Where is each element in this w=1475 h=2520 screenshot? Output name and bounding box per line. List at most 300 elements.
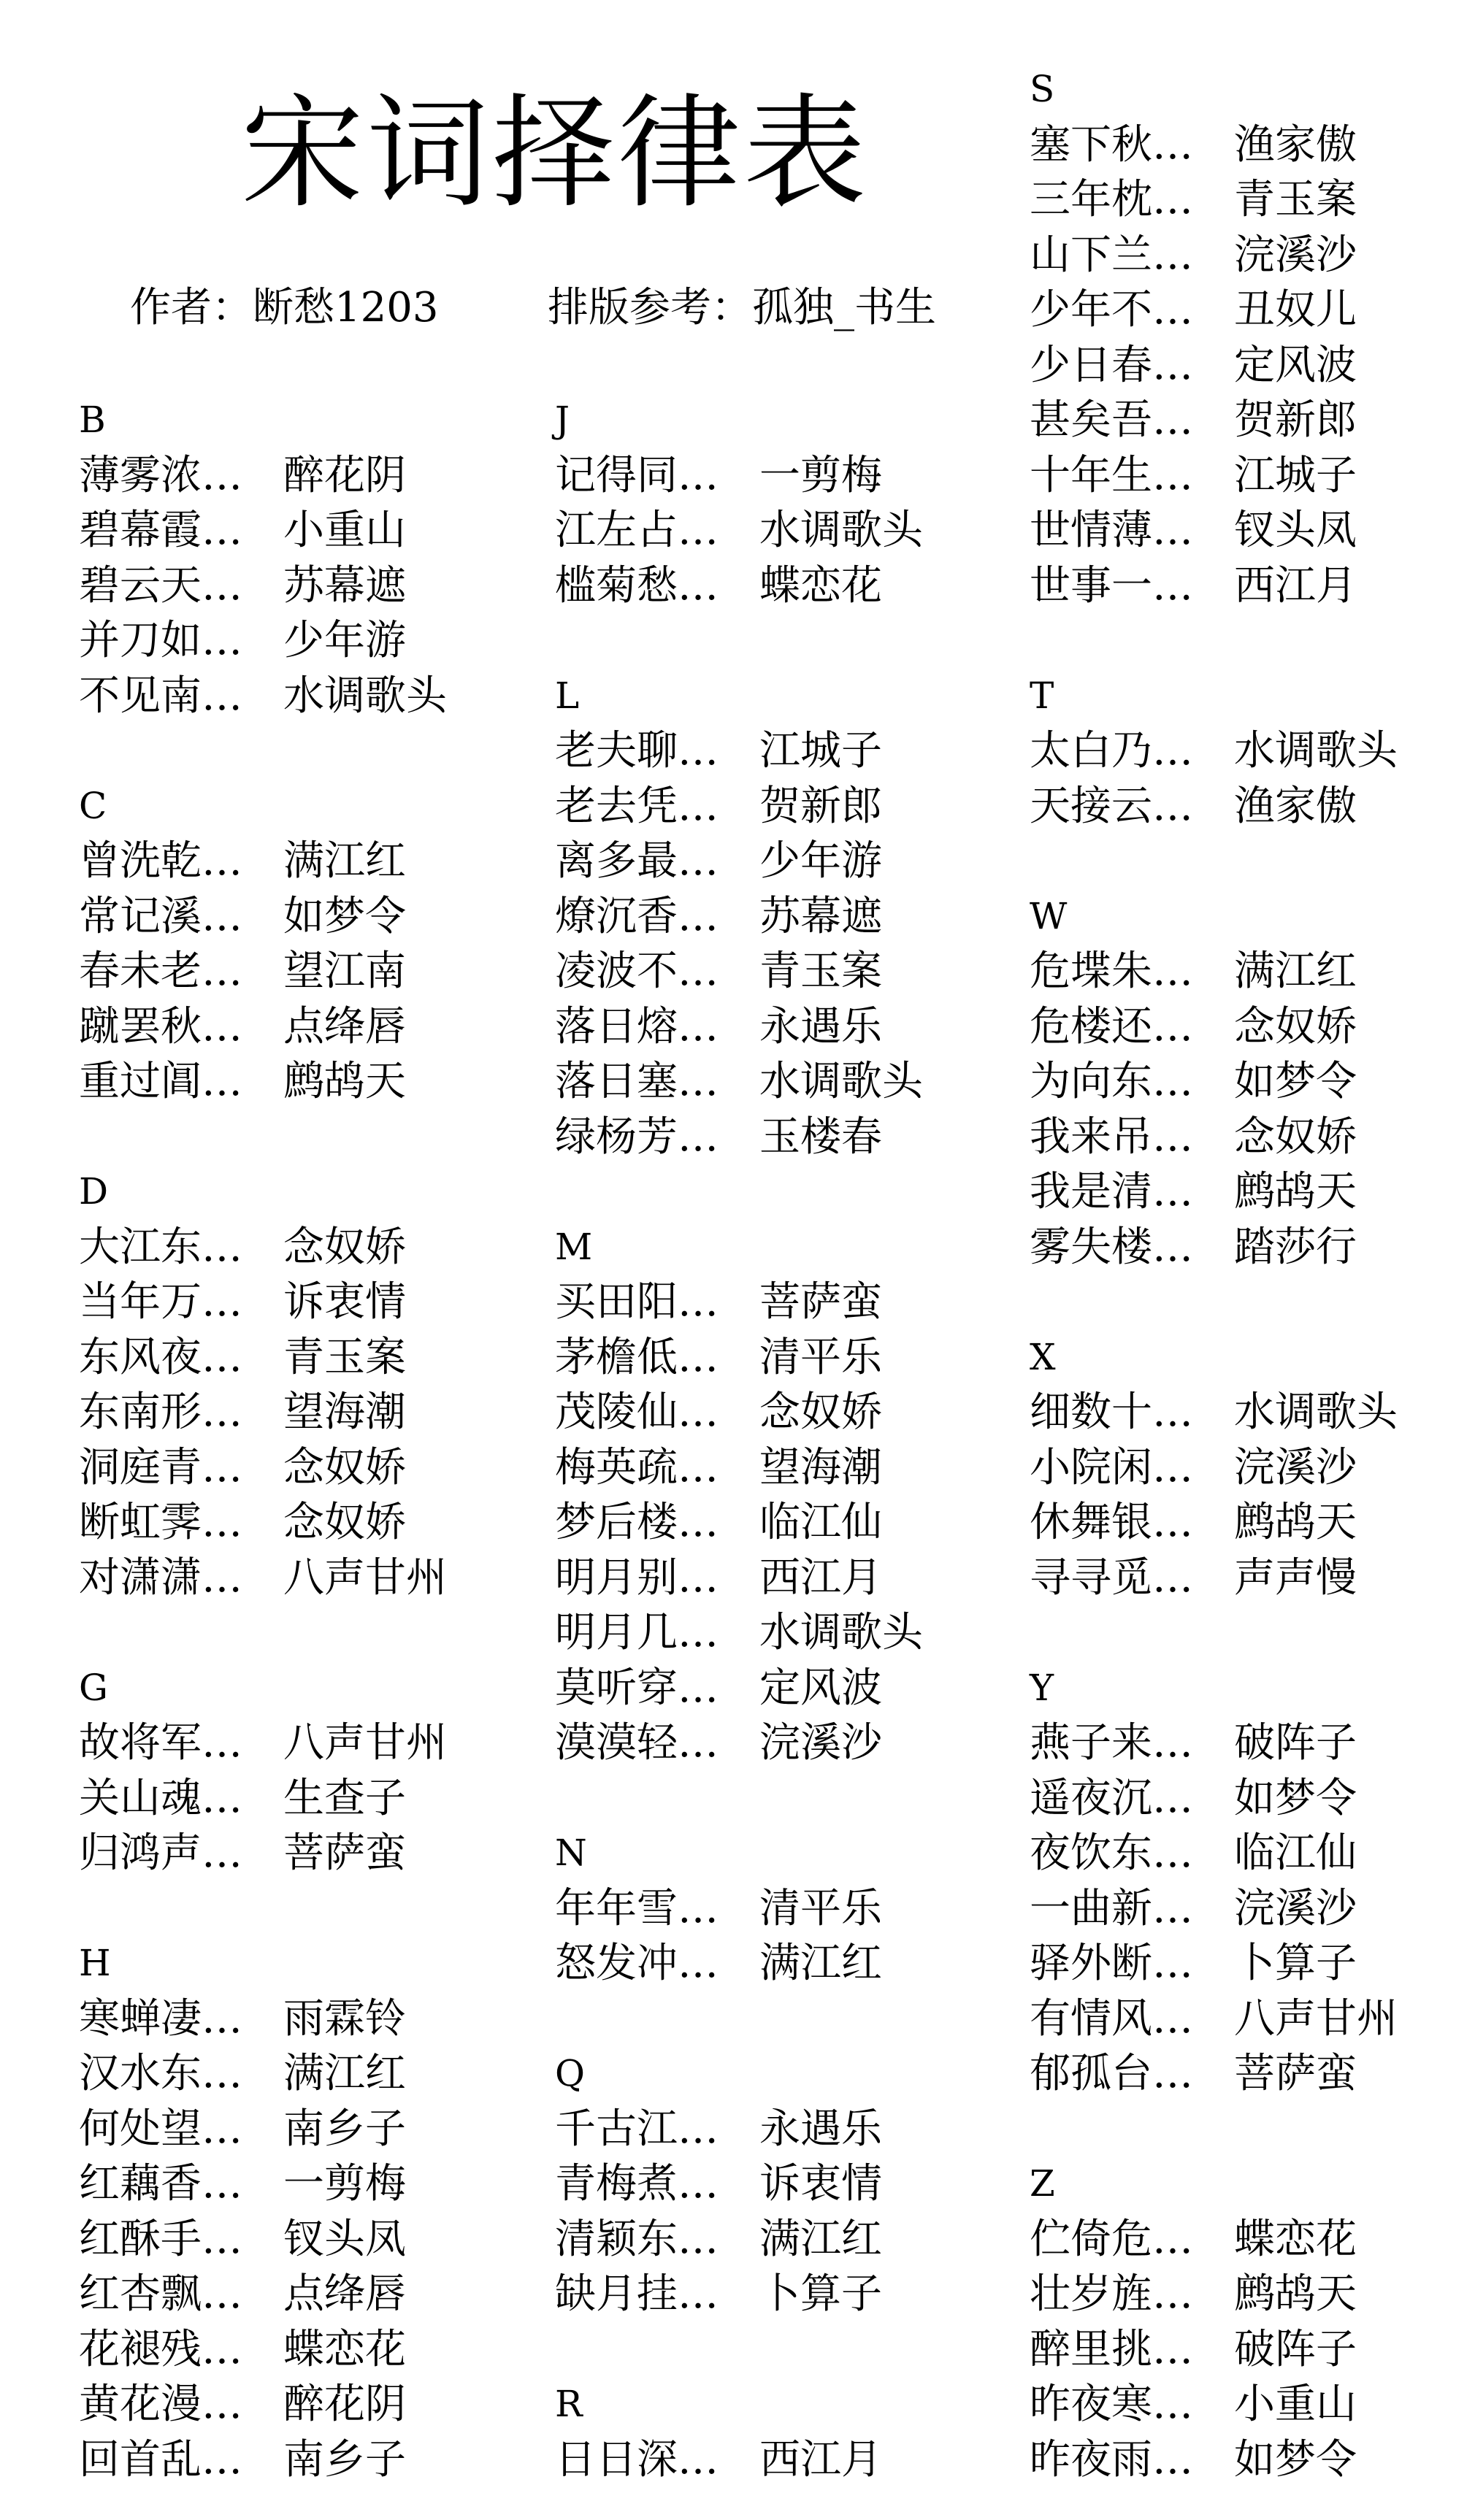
entry-tune-name: 醉花阴	[283, 451, 406, 499]
entry-tune-name: 永遇乐	[759, 1002, 882, 1050]
index-section	[79, 779, 546, 1110]
entry-first-line: 千古江…	[555, 2105, 719, 2153]
index-entry	[1030, 503, 1475, 558]
entry-tune-name: 念奴娇	[283, 1443, 406, 1491]
entry-first-line: 曾洗乾…	[79, 837, 242, 885]
entry-tune-name: 卜算子	[759, 2270, 882, 2318]
section-letter: W	[1030, 894, 1068, 937]
entry-tune-name: 八声甘州	[283, 1553, 447, 1602]
entry-tune-name: 踏莎行	[1234, 1223, 1357, 1271]
entry-tune-name: 蝶恋花	[283, 2325, 406, 2373]
index-entry	[1030, 944, 1475, 999]
entry-first-line: 清颖东…	[555, 2215, 719, 2263]
author-line: 作者：断愁1203	[130, 284, 439, 331]
entry-tune-name: 菩萨蛮	[1234, 2050, 1357, 2097]
section-letter: N	[555, 1832, 587, 1874]
section-letter: S	[1030, 68, 1055, 110]
index-entry	[1030, 1440, 1475, 1496]
entry-tune-name: 八声甘州	[1234, 1994, 1398, 2043]
entry-tune-name: 如梦令	[1234, 1058, 1357, 1105]
entry-first-line: 断虹霁…	[79, 1499, 242, 1546]
entry-tune-name: 生查子	[283, 1774, 406, 1822]
index-entry	[1030, 999, 1475, 1055]
entry-tune-name: 水调歌头	[759, 1058, 923, 1105]
entry-first-line: 壮岁旌…	[1030, 2270, 1193, 2318]
entry-tune-name: 菩萨蛮	[759, 1278, 882, 1326]
entry-first-line: 买田阳…	[555, 1278, 719, 1326]
section-gap	[555, 613, 1022, 669]
entry-first-line: 细数十…	[1030, 1388, 1193, 1436]
index-entry	[555, 2156, 1022, 2212]
entry-first-line: 日日深…	[555, 2435, 719, 2483]
entry-tune-name: 永遇乐	[759, 2105, 882, 2153]
index-entry	[79, 944, 546, 999]
index-entry	[79, 503, 546, 558]
index-entry	[555, 1716, 1022, 1771]
entry-first-line: 为向东…	[1030, 1058, 1193, 1105]
section-gap	[79, 1110, 546, 1165]
index-entry	[1030, 1771, 1475, 1826]
entry-tune-name: 渔家傲	[1234, 782, 1357, 830]
entry-tune-name: 水调歌头	[759, 1609, 923, 1656]
index-entry	[1030, 1936, 1475, 1991]
entry-first-line: 对潇潇…	[79, 1553, 242, 1602]
entry-first-line: 少年不…	[1030, 286, 1193, 334]
index-entry	[1030, 558, 1475, 614]
index-entry	[1030, 2267, 1475, 2322]
index-entry	[1030, 723, 1475, 779]
index-entry	[1030, 1716, 1475, 1771]
entry-tune-name: 念奴娇	[1234, 1002, 1357, 1050]
index-entry	[555, 834, 1022, 889]
entry-first-line: 漠漠轻…	[555, 1719, 719, 1767]
entry-first-line: 梦后楼…	[555, 1499, 719, 1546]
entry-tune-name: 临江仙	[1234, 1829, 1357, 1877]
section-gap	[1030, 834, 1475, 889]
index-entry	[555, 1275, 1022, 1330]
entry-tune-name: 南乡子	[283, 2105, 406, 2153]
entry-first-line: 关山魂…	[79, 1774, 242, 1822]
entry-first-line: 明月几…	[555, 1609, 719, 1656]
index-entry	[555, 723, 1022, 779]
entry-tune-name: 望海潮	[283, 1388, 406, 1436]
entry-tune-name: 临江仙	[759, 1499, 882, 1546]
section-letter: T	[1030, 674, 1054, 717]
entry-tune-name: 诉衷情	[283, 1278, 406, 1326]
index-entry	[79, 1385, 546, 1440]
index-entry	[555, 1440, 1022, 1496]
index-section	[1030, 1661, 1475, 2102]
index-section	[555, 2046, 1022, 2322]
entry-tune-name: 一剪梅	[283, 2160, 406, 2208]
entry-tune-name: 南乡子	[283, 2435, 406, 2483]
section-letter: Y	[1030, 1666, 1054, 1709]
index-section	[555, 669, 1022, 1165]
entry-tune-name: 诉衷情	[759, 2160, 882, 2208]
section-letter: D	[79, 1170, 109, 1213]
index-entry	[555, 779, 1022, 834]
entry-tune-name: 贺新郎	[759, 782, 882, 830]
entry-first-line: 昨夜寒…	[1030, 2381, 1193, 2428]
entry-tune-name: 水调歌头	[1234, 1388, 1398, 1436]
entry-tune-name: 满江红	[283, 837, 406, 885]
entry-tune-name: 念奴娇	[1234, 1113, 1357, 1161]
index-section	[1030, 2156, 1475, 2487]
entry-tune-name: 浣溪沙	[759, 1719, 882, 1767]
section-letter: Q	[555, 2052, 585, 2094]
index-entry	[555, 558, 1022, 614]
index-section	[555, 1220, 1022, 1771]
entry-first-line: 小院闲…	[1030, 1443, 1193, 1491]
entry-tune-name: 清平乐	[759, 1333, 882, 1381]
entry-first-line: 太白乃…	[1030, 727, 1193, 775]
entry-tune-name: 少年游	[283, 617, 406, 664]
index-entry	[555, 503, 1022, 558]
index-entry	[1030, 172, 1475, 228]
entry-tune-name: 清平乐	[759, 1884, 882, 1932]
entry-first-line: 燎沉香…	[555, 892, 719, 940]
entry-tune-name: 鹧鸪天	[283, 1058, 406, 1105]
index-entry	[79, 1220, 546, 1275]
index-entry	[79, 2377, 546, 2432]
entry-first-line: 明月别…	[555, 1553, 719, 1602]
entry-first-line: 并刀如…	[79, 617, 242, 664]
index-entry	[79, 1826, 546, 1881]
entry-tune-name: 小重山	[283, 507, 406, 554]
entry-tune-name: 贺新郎	[1234, 396, 1357, 444]
entry-first-line: 夜饮东…	[1030, 1829, 1193, 1877]
index-entry	[79, 669, 546, 724]
entry-first-line: 茂陵仙…	[555, 1388, 719, 1436]
entry-tune-name: 水调歌头	[759, 507, 923, 554]
index-entry	[79, 1771, 546, 1826]
entry-tune-name: 雨霖铃	[283, 1994, 406, 2043]
entry-tune-name: 破阵子	[1234, 2325, 1357, 2373]
entry-first-line: 年年雪…	[555, 1884, 719, 1932]
entry-tune-name: 苏幕遮	[283, 561, 406, 610]
entry-first-line: 遥夜沉…	[1030, 1774, 1193, 1822]
entry-tune-name: 渔家傲	[1234, 120, 1357, 169]
entry-first-line: 三年枕…	[1030, 176, 1193, 223]
entry-tune-name: 定风波	[759, 1664, 882, 1712]
index-entry	[555, 2267, 1022, 2322]
index-entry	[1030, 2432, 1475, 2488]
index-entry	[555, 2212, 1022, 2267]
section-gap	[1030, 613, 1475, 669]
index-entry	[1030, 448, 1475, 504]
section-gap	[555, 1991, 1022, 2047]
entry-first-line: 何处望…	[79, 2105, 242, 2153]
section-letter: H	[79, 1942, 111, 1984]
entry-tune-name: 鹧鸪天	[1234, 1499, 1357, 1546]
entry-tune-name: 念奴娇	[283, 1499, 406, 1546]
index-entry	[1030, 1110, 1475, 1165]
index-entry	[79, 1716, 546, 1771]
entry-first-line: 江左占…	[555, 507, 719, 554]
index-entry	[555, 2432, 1022, 2488]
entry-first-line: 危堞朱…	[1030, 948, 1193, 995]
page-title: 宋词择律表	[241, 82, 869, 225]
section-letter: R	[555, 2383, 583, 2425]
index-entry	[79, 2322, 546, 2378]
entry-first-line: 东风夜…	[79, 1333, 242, 1381]
entry-first-line: 落日熔…	[555, 1002, 719, 1050]
index-entry	[1030, 228, 1475, 283]
index-entry	[1030, 1495, 1475, 1551]
entry-tune-name: 如梦令	[283, 892, 406, 940]
entry-first-line: 有情风…	[1030, 1994, 1193, 2043]
index-entry	[555, 2102, 1022, 2157]
entry-first-line: 寻寻觅…	[1030, 1553, 1193, 1602]
index-entry	[555, 1054, 1022, 1110]
entry-tune-name: 点绛唇	[283, 1002, 406, 1050]
index-section	[79, 1164, 546, 1605]
entry-tune-name: 蝶恋花	[1234, 2215, 1357, 2263]
section-gap	[79, 1605, 546, 1661]
entry-tune-name: 玉楼春	[759, 1113, 882, 1161]
entry-first-line: 东南形…	[79, 1388, 242, 1436]
entry-tune-name: 八声甘州	[283, 1719, 447, 1767]
index-section	[79, 1936, 546, 2487]
entry-first-line: 洞庭青…	[79, 1443, 242, 1491]
entry-first-line: 黄花漫…	[79, 2381, 242, 2428]
index-entry	[79, 2046, 546, 2102]
entry-first-line: 我来吊…	[1030, 1113, 1193, 1161]
index-entry	[1030, 118, 1475, 173]
section-letter: M	[555, 1225, 593, 1268]
entry-first-line: 碧幕霞…	[79, 507, 242, 554]
index-section	[555, 1826, 1022, 1991]
index-entry	[1030, 1220, 1475, 1275]
index-section	[79, 1661, 546, 1881]
entry-tune-name: 满江红	[759, 1940, 882, 1987]
entry-tune-name: 定风波	[1234, 341, 1357, 389]
entry-first-line: 老去凭…	[555, 782, 719, 830]
index-entry	[79, 834, 546, 889]
entry-tune-name: 满江红	[1234, 948, 1357, 995]
entry-tune-name: 蝶恋花	[759, 561, 882, 610]
entry-first-line: 红酥手…	[79, 2215, 242, 2263]
index-entry	[1030, 2377, 1475, 2432]
index-entry	[1030, 1551, 1475, 1606]
entry-tune-name: 菩萨蛮	[283, 1829, 406, 1877]
index-entry	[1030, 2322, 1475, 2378]
index-entry	[79, 2212, 546, 2267]
index-entry	[555, 1385, 1022, 1440]
index-section	[1030, 62, 1475, 613]
index-entry	[79, 448, 546, 504]
entry-first-line: 茅檐低…	[555, 1333, 719, 1381]
index-entry	[79, 2102, 546, 2157]
entry-first-line: 凌波不…	[555, 948, 719, 995]
entry-first-line: 甚矣吾…	[1030, 396, 1193, 444]
entry-first-line: 重过阊…	[79, 1058, 242, 1105]
entry-tune-name: 念奴娇	[283, 1223, 406, 1271]
entry-first-line: 休舞银…	[1030, 1499, 1193, 1546]
section-letter: J	[555, 399, 570, 441]
entry-tune-name: 钗头凤	[1234, 507, 1357, 554]
index-entry	[555, 999, 1022, 1055]
entry-first-line: 驿外断…	[1030, 1940, 1193, 1987]
index-entry	[1030, 1991, 1475, 2047]
entry-first-line: 醉里挑…	[1030, 2325, 1193, 2373]
entry-first-line: 梅英疏…	[555, 1443, 719, 1491]
entry-first-line: 塞下秋…	[1030, 120, 1193, 169]
entry-tune-name: 如梦令	[1234, 2435, 1357, 2483]
index-entry	[79, 1275, 546, 1330]
entry-tune-name: 水调歌头	[283, 672, 447, 720]
section-letter: C	[79, 784, 107, 827]
entry-tune-name: 水调歌头	[1234, 727, 1398, 775]
entry-tune-name: 青玉案	[759, 948, 882, 995]
entry-first-line: 落日塞…	[555, 1058, 719, 1105]
section-gap	[1030, 2102, 1475, 2157]
section-gap	[79, 1881, 546, 1937]
entry-tune-name: 西江月	[759, 2435, 882, 2483]
index-section	[1030, 1330, 1475, 1606]
index-entry	[1030, 338, 1475, 393]
index-entry	[79, 999, 546, 1055]
entry-tune-name: 少年游	[759, 837, 882, 885]
entry-first-line: 雾失楼…	[1030, 1223, 1193, 1271]
section-gap	[1030, 1275, 1475, 1330]
index-entry	[79, 1054, 546, 1110]
index-entry	[1030, 2046, 1475, 2102]
entry-first-line: 红藕香…	[79, 2160, 242, 2208]
entry-first-line: 燕子来…	[1030, 1719, 1193, 1767]
index-entry	[79, 1551, 546, 1606]
entry-first-line: 红杏飘…	[79, 2270, 242, 2318]
index-section	[555, 393, 1022, 613]
section-letter: X	[1030, 1335, 1056, 1378]
entry-tune-name: 如梦令	[1234, 1774, 1357, 1822]
entry-tune-name: 破阵子	[1234, 1719, 1357, 1767]
entry-tune-name: 念奴娇	[759, 1388, 882, 1436]
index-entry	[1030, 1826, 1475, 1881]
entry-first-line: 槛菊愁…	[555, 561, 719, 610]
section-gap	[555, 2322, 1022, 2378]
index-entry	[555, 1661, 1022, 1716]
index-entry	[1030, 2212, 1475, 2267]
entry-tune-name: 西江月	[759, 1553, 882, 1602]
layout-reference-line: 排版参考：孤独_书生	[548, 284, 936, 331]
entry-first-line: 碧云天…	[79, 561, 242, 610]
index-column-2	[555, 393, 1022, 2487]
entry-first-line: 莫听穿…	[555, 1664, 719, 1712]
index-entry	[555, 1936, 1022, 1991]
index-entry	[79, 558, 546, 614]
entry-tune-name: 浣溪沙	[1234, 1884, 1357, 1932]
index-entry	[79, 1440, 546, 1496]
index-entry	[555, 889, 1022, 945]
index-entry	[1030, 1881, 1475, 1937]
index-entry	[1030, 1385, 1475, 1440]
entry-first-line: 绿杨芳…	[555, 1113, 719, 1161]
entry-first-line: 伫倚危…	[1030, 2215, 1193, 2263]
index-entry	[79, 1991, 546, 2047]
index-entry	[79, 2267, 546, 2322]
entry-tune-name: 一剪梅	[759, 451, 882, 499]
index-entry	[1030, 393, 1475, 448]
index-column-3	[1030, 62, 1475, 2487]
entry-first-line: 昨夜雨…	[1030, 2435, 1193, 2483]
index-entry	[555, 1605, 1022, 1661]
index-entry	[555, 944, 1022, 999]
entry-first-line: 寒蝉凄…	[79, 1994, 242, 2043]
entry-first-line: 少日春…	[1030, 341, 1193, 389]
entry-first-line: 老夫聊…	[555, 727, 719, 775]
entry-tune-name: 点绛唇	[283, 2270, 406, 2318]
entry-first-line: 世事一…	[1030, 561, 1193, 610]
entry-tune-name: 江城子	[759, 727, 882, 775]
entry-first-line: 天接云…	[1030, 782, 1193, 830]
entry-tune-name: 小重山	[1234, 2381, 1357, 2428]
entry-tune-name: 声声慢	[1234, 1553, 1357, 1602]
entry-first-line: 离多最…	[555, 837, 719, 885]
entry-first-line: 汉水东…	[79, 2050, 242, 2097]
entry-first-line: 世情薄…	[1030, 507, 1193, 554]
entry-first-line: 不见南…	[79, 672, 242, 720]
entry-tune-name: 醉花阴	[283, 2381, 406, 2428]
entry-first-line: 青梅煮…	[555, 2160, 719, 2208]
section-letter: Z	[1030, 2162, 1055, 2205]
section-letter: B	[79, 399, 106, 441]
entry-tune-name: 浣溪沙	[1234, 1443, 1357, 1491]
index-entry	[79, 2156, 546, 2212]
index-entry	[1030, 283, 1475, 338]
entry-tune-name: 青玉案	[1234, 176, 1357, 223]
entry-first-line: 缺月挂…	[555, 2270, 719, 2318]
entry-first-line: 薄雾浓…	[79, 451, 242, 499]
index-entry	[1030, 1054, 1475, 1110]
entry-first-line: 故将军…	[79, 1719, 242, 1767]
entry-first-line: 记得同…	[555, 451, 719, 499]
index-entry	[555, 1110, 1022, 1165]
entry-tune-name: 苏幕遮	[759, 892, 882, 940]
entry-first-line: 回首乱…	[79, 2435, 242, 2483]
index-entry	[79, 1330, 546, 1386]
entry-first-line: 大江东…	[79, 1223, 242, 1271]
entry-tune-name: 钗头凤	[283, 2215, 406, 2263]
entry-first-line: 一曲新…	[1030, 1884, 1193, 1932]
entry-first-line: 郁孤台…	[1030, 2050, 1193, 2097]
entry-tune-name: 鹧鸪天	[1234, 2270, 1357, 2318]
index-section	[1030, 889, 1475, 1275]
entry-first-line: 十年生…	[1030, 451, 1193, 499]
index-section	[1030, 669, 1475, 834]
index-column-1	[79, 393, 546, 2487]
entry-tune-name: 丑奴儿	[1234, 286, 1357, 334]
index-entry	[555, 1495, 1022, 1551]
entry-tune-name: 青玉案	[283, 1333, 406, 1381]
index-entry	[79, 2432, 546, 2488]
section-gap	[555, 1771, 1022, 1826]
entry-first-line: 当年万…	[79, 1278, 242, 1326]
index-section	[555, 2377, 1022, 2487]
index-entry	[79, 1495, 546, 1551]
section-letter: G	[79, 1666, 108, 1709]
entry-tune-name: 浣溪沙	[1234, 231, 1357, 279]
index-entry	[555, 1551, 1022, 1606]
entry-tune-name: 满江红	[759, 2215, 882, 2263]
index-entry	[79, 613, 546, 669]
entry-tune-name: 卜算子	[1234, 1940, 1357, 1987]
entry-tune-name: 江城子	[1234, 451, 1357, 499]
index-entry	[555, 448, 1022, 504]
entry-first-line: 春未老…	[79, 948, 242, 995]
entry-first-line: 蹴罢秋…	[79, 1002, 242, 1050]
section-gap	[79, 723, 546, 779]
